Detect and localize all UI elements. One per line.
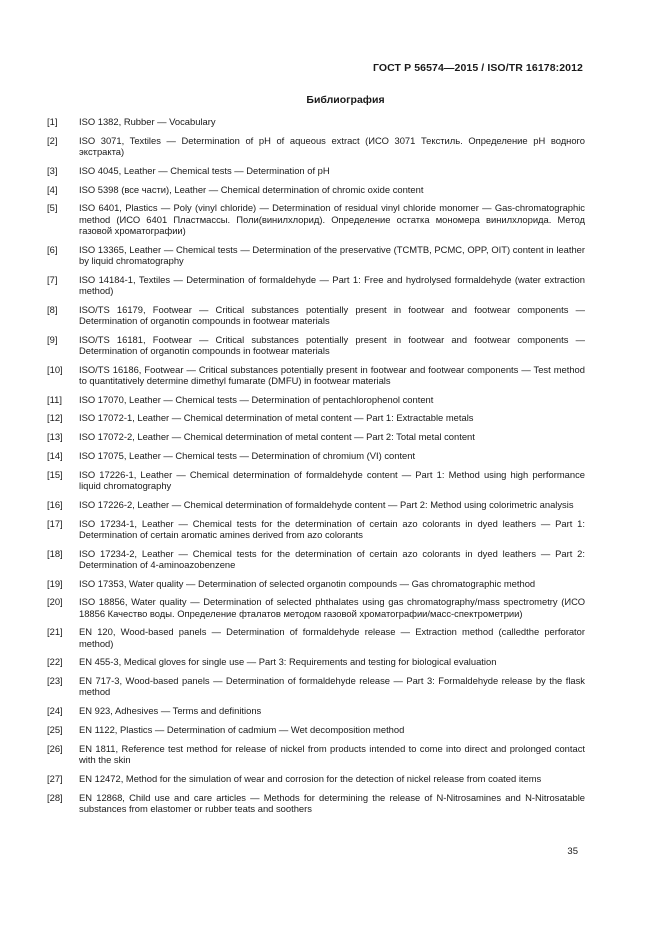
- entry-text: EN 12472, Method for the simulation of wear and corrosion for the detection of nickel release from coated items: [79, 772, 542, 784]
- page-title: Библиография: [306, 94, 385, 106]
- bibliography-entry: [47, 244, 585, 266]
- entry-number: [20]: [47, 596, 63, 608]
- entry-number: [26]: [47, 742, 63, 754]
- entry-text: ISO 17226-2, Leather — Chemical determination of formaldehyde content — Part 2: Method using colorimetric analysis: [79, 498, 574, 510]
- entry-number: [24]: [47, 705, 63, 717]
- bibliography-entry: [47, 165, 585, 176]
- bibliography-entry: [47, 202, 585, 236]
- entry-text: EN 1811, Reference test method for release of nickel from products intended to come into direct and prolonged contact with the skin: [79, 742, 585, 765]
- entry-number: [21]: [47, 626, 63, 638]
- entry-number: [10]: [47, 363, 63, 375]
- entry-number: [13]: [47, 431, 63, 443]
- entry-text: ISO 1382, Rubber — Vocabulary: [79, 116, 216, 127]
- entry-text: EN 120, Wood-based panels — Determination of formaldehyde release — Extraction method (calledthe perforator method): [79, 626, 585, 649]
- entry-text: ISO 13365, Leather — Chemical tests — Determination of the preservative (TCMTB, PCMC, OPP, OIT) content in leather by liquid chromatography: [79, 243, 585, 266]
- bibliography-entry: [47, 596, 585, 618]
- bibliography-entry: [47, 705, 585, 716]
- entry-text: EN 717-3, Wood-based panels — Determination of formaldehyde release — Part 3: Formaldehyde release by the flask method: [79, 675, 585, 698]
- entry-number: [5]: [47, 202, 58, 214]
- entry-text: ISO 17072-1, Leather — Chemical determination of metal content — Part 1: Extractable metals: [79, 412, 474, 424]
- bibliography-entry: [47, 412, 585, 423]
- bibliography-entry: [47, 469, 585, 491]
- bibliography-entry: [47, 135, 585, 157]
- entry-number: [4]: [47, 183, 58, 195]
- bibliography-entry: [47, 334, 585, 356]
- entry-text: ISO 6401, Plastics — Poly (vinyl chloride) — Determination of residual vinyl chloride monomer — Gas-chromatographic method (ИСО 6401 Пластмассы. Поли(винилхлорид). Определение остатка мономера винилхлорида. Метод газовой хроматографии): [79, 202, 585, 236]
- bibliography-entry: [47, 578, 585, 589]
- entry-number: [27]: [47, 772, 63, 784]
- bibliography-entry: [47, 431, 585, 442]
- entry-number: [3]: [47, 164, 58, 176]
- entry-text: ISO 14184-1, Textiles — Determination of formaldehyde — Part 1: Free and hydrolysed formaldehyde (water extraction method): [79, 273, 585, 296]
- entry-text: EN 1122, Plastics — Determination of cadmium — Wet decomposition method: [79, 723, 405, 735]
- entry-number: [23]: [47, 675, 63, 687]
- entry-number: [18]: [47, 547, 63, 559]
- bibliography-entry: [47, 304, 585, 326]
- entry-text: ISO 18856, Water quality — Determination of selected phthalates using gas chromatography/mass spectrometry (ИСО 18856 Качество воды. Определение фталатов методом газовой хроматографии/масс-спектрометрии): [79, 596, 585, 619]
- entry-text: EN 923, Adhesives — Terms and definitions: [79, 705, 262, 717]
- entry-number: [16]: [47, 498, 63, 510]
- entry-number: [22]: [47, 656, 63, 668]
- entry-text: ISO 5398 (все части), Leather — Chemical determination of chromic oxide content: [79, 183, 424, 195]
- entry-text: EN 455-3, Medical gloves for single use — Part 3: Requirements and testing for biological evaluation: [79, 656, 497, 668]
- entry-text: ISO 4045, Leather — Chemical tests — Determination of pH: [79, 164, 330, 176]
- entry-number: [25]: [47, 723, 63, 735]
- entry-text: ISO 17070, Leather — Chemical tests — Determination of pentachlorophenol content: [79, 393, 434, 405]
- entry-text: ISO 17075, Leather — Chemical tests — Determination of chromium (VI) content: [79, 449, 416, 461]
- entry-text: ISO/TS 16186, Footwear — Critical substances potentially present in footwear and footwear components — Test method to quantitatively determine dimethyl fumarate (DMFU) in footwear materials: [79, 363, 585, 386]
- bibliography-entry: [47, 450, 585, 461]
- entry-number: [19]: [47, 577, 63, 589]
- entry-text: ISO/TS 16179, Footwear — Critical substances potentially present in footwear and footwear components — Determination of organotin compounds in footwear materials: [79, 303, 585, 326]
- bibliography-entry: [47, 518, 585, 540]
- bibliography-entry: [47, 773, 585, 784]
- entry-text: EN 12868, Child use and care articles — Methods for determining the release of N-Nitrosamines and N-Nitrosatable substances from elastomer or rubber teats and soothers: [79, 791, 585, 814]
- bibliography-entry: [47, 364, 585, 386]
- entry-number: [1]: [47, 116, 58, 127]
- bibliography-entry: [47, 675, 585, 697]
- entry-text: ISO 17234-1, Leather — Chemical tests for the determination of certain azo colorants in dyed leathers — Part 1: Determination of certain aromatic amines derived from azo colorants: [79, 517, 585, 540]
- bibliography-entry: [47, 743, 585, 765]
- entry-number: [14]: [47, 449, 63, 461]
- document-header: ГОСТ Р 56574—2015 / ISO/TR 16178:2012: [372, 62, 583, 74]
- bibliography-entry: [47, 656, 585, 667]
- bibliography-entry: [47, 499, 585, 510]
- bibliography-entry: [47, 724, 585, 735]
- bibliography-entry: [47, 792, 585, 814]
- bibliography-entry: [47, 184, 585, 195]
- bibliography-entry: [47, 394, 585, 405]
- bibliography-entry: [47, 626, 585, 648]
- entry-number: [11]: [47, 393, 62, 405]
- entry-number: [6]: [47, 243, 58, 255]
- entry-number: [2]: [47, 134, 58, 146]
- entry-number: [9]: [47, 333, 58, 345]
- entry-text: ISO 17226-1, Leather — Chemical determination of formaldehyde content — Part 1: Method using high performance liquid chromatography: [79, 468, 585, 491]
- entry-number: [7]: [47, 273, 58, 285]
- bibliography-list: [47, 116, 585, 822]
- bibliography-entry: [47, 116, 585, 127]
- entry-text: ISO/TS 16181, Footwear — Critical substances potentially present in footwear and footwear components — Determination of organotin compounds in footwear materials: [79, 333, 585, 356]
- page-number: 35: [567, 846, 578, 857]
- entry-text: ISO 17353, Water quality — Determination of selected organotin compounds — Gas chromatographic method: [79, 577, 536, 589]
- entry-number: [8]: [47, 303, 58, 315]
- bibliography-entry: [47, 274, 585, 296]
- entry-number: [28]: [47, 791, 63, 803]
- entry-number: [17]: [47, 517, 63, 529]
- entry-number: [15]: [47, 468, 63, 480]
- bibliography-entry: [47, 548, 585, 570]
- entry-number: [12]: [47, 412, 63, 424]
- entry-text: ISO 17072-2, Leather — Chemical determination of metal content — Part 2: Total metal content: [79, 431, 475, 443]
- entry-text: ISO 3071, Textiles — Determination of pH of aqueous extract (ИСО 3071 Текстиль. Определение pH водного экстракта): [79, 134, 585, 157]
- entry-text: ISO 17234-2, Leather — Chemical tests for the determination of certain azo colorants in dyed leathers — Part 2: Determination of 4-aminoazobenzene: [79, 547, 585, 570]
